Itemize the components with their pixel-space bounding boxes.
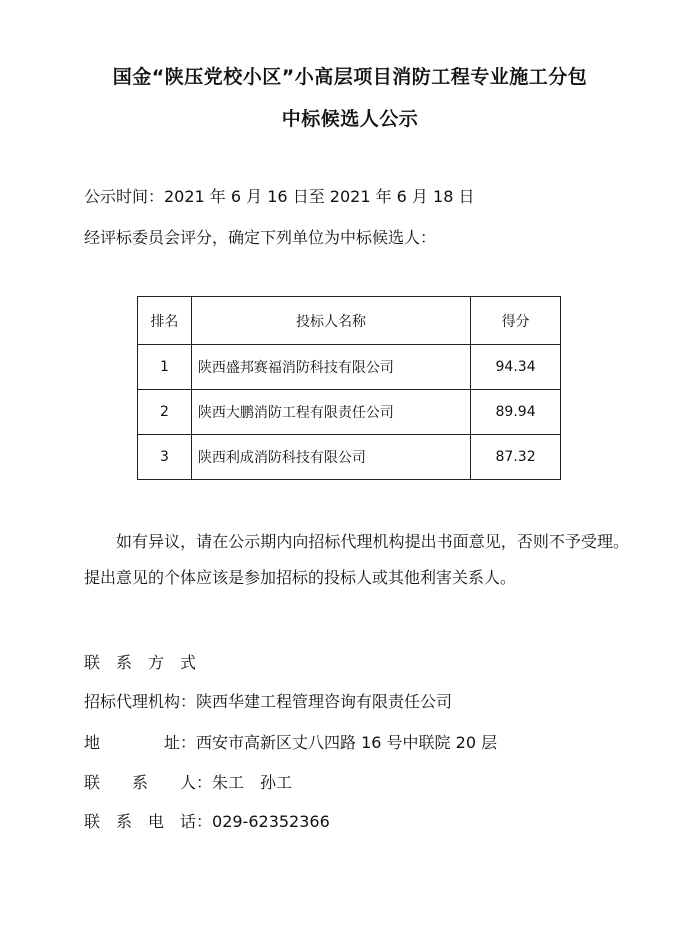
notice-period: 公示时间：2021 年 6 月 16 日至 2021 年 6 月 18 日 <box>84 187 475 206</box>
document-title-line2: 中标候选人公示 <box>281 108 419 130</box>
agency-line <box>84 689 452 712</box>
table-header-row <box>138 297 561 345</box>
header-bidder-name: 投标人名称 <box>191 297 470 345</box>
contact-person-label: 联 系 人： <box>84 773 213 792</box>
bidder-name-cell: 陕西大鹏消防工程有限责任公司 <box>191 390 470 435</box>
phone-line <box>84 809 330 832</box>
candidates-table <box>137 296 561 480</box>
table-row <box>138 435 561 480</box>
objection-paragraph: 如有异议，请在公示期内向招标代理机构提出书面意见，否则不予受理。提出意见的个体应该是参加招标的投标人或其他利害关系人。 <box>84 532 629 587</box>
bidder-name-cell: 陕西利成消防科技有限公司 <box>191 435 470 480</box>
document-title-line1: 国金“陕压党校小区”小高层项目消防工程专业施工分包 <box>112 66 588 88</box>
rank-cell: 1 <box>138 345 192 390</box>
contact-person-value: 朱工 孙工 <box>212 773 293 792</box>
phone-label: 联 系 电 话： <box>84 812 213 831</box>
score-cell: 87.32 <box>471 435 561 480</box>
contact-heading: 联 系 方 式 <box>84 653 197 672</box>
phone-value: 029-62352366 <box>212 812 330 831</box>
address-line <box>84 730 497 753</box>
header-score: 得分 <box>471 297 561 345</box>
rank-cell: 2 <box>138 390 192 435</box>
agency-value: 陕西华建工程管理咨询有限责任公司 <box>196 692 453 711</box>
score-cell: 89.94 <box>471 390 561 435</box>
score-cell: 94.34 <box>471 345 561 390</box>
contact-person-line <box>84 770 292 793</box>
bidder-name-cell: 陕西盛邦赛福消防科技有限公司 <box>191 345 470 390</box>
rank-cell: 3 <box>138 435 192 480</box>
intro-text: 经评标委员会评分，确定下列单位为中标候选人： <box>84 228 437 247</box>
address-label: 地 址： <box>84 733 197 752</box>
address-value: 西安市高新区丈八四路 16 号中联院 20 层 <box>196 733 498 752</box>
agency-label: 招标代理机构： <box>84 692 197 711</box>
header-rank: 排名 <box>138 297 192 345</box>
table-row <box>138 390 561 435</box>
table-row <box>138 345 561 390</box>
